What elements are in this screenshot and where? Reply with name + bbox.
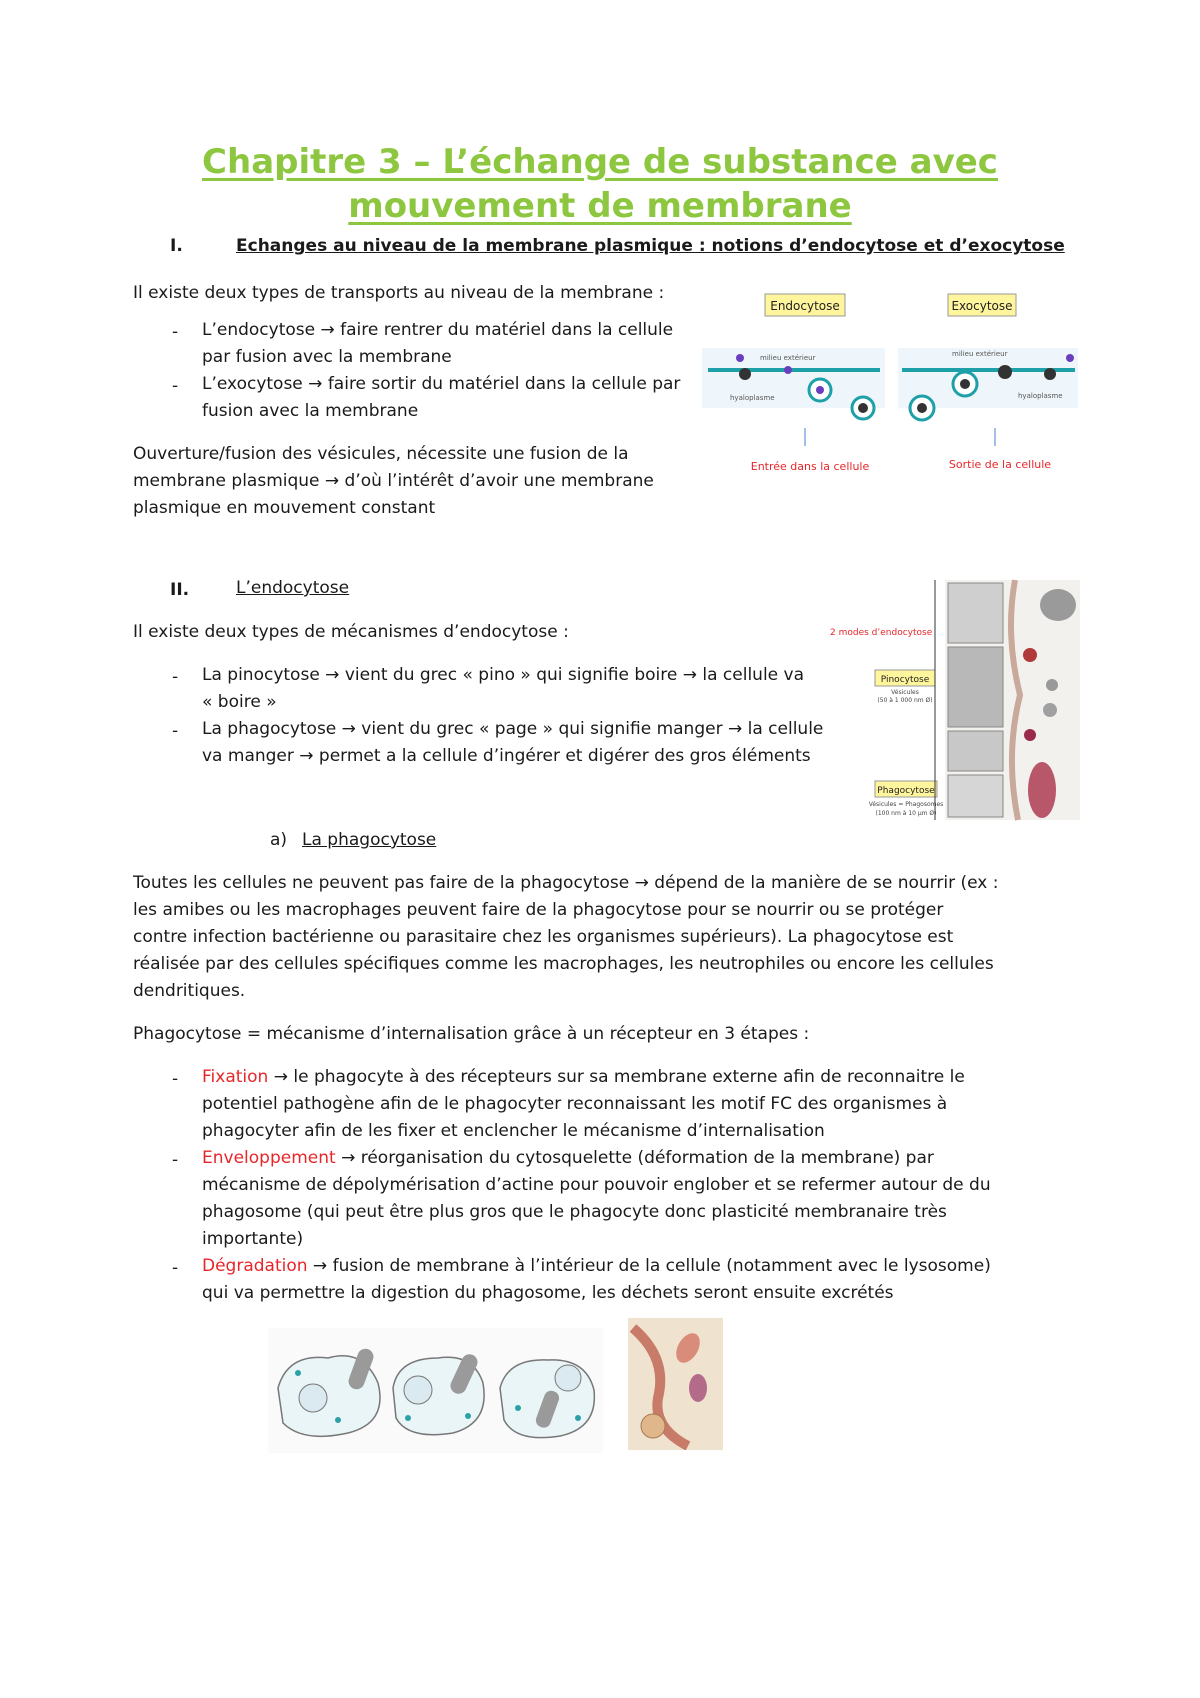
page-title: Chapitre 3 – L’échange de substance avec [202, 142, 998, 182]
step-enveloppement-keyword: Enveloppement [202, 1148, 336, 1168]
section1-para-line3: plasmique en mouvement constant [133, 498, 436, 518]
section1-para-line2: membrane plasmique → d’où l’intérêt d’avoir une membrane [133, 471, 654, 491]
micrograph-2 [948, 647, 1003, 727]
schematic-vesicle [1024, 729, 1036, 741]
dot [405, 1415, 411, 1421]
illustration-cell [641, 1414, 665, 1438]
phago-para1-line5: dendritiques. [133, 981, 246, 1001]
exo-hyalo-label: hyaloplasme [1018, 392, 1063, 400]
step-degradation-line2: qui va permettre la digestion du phagosome, les déchets seront ensuite excrétés [202, 1283, 894, 1303]
section2-bullet1-line2: « boire » [202, 692, 277, 712]
modes-label: 2 modes d’endocytose [830, 628, 933, 638]
bullet-dash: - [172, 1069, 179, 1089]
section1-bullet2-line2: fusion avec la membrane [202, 401, 419, 421]
nucleus-3 [555, 1365, 581, 1391]
phagocytosis-illustration [628, 1318, 723, 1450]
section1-number: I. [170, 236, 183, 256]
dot [515, 1405, 521, 1411]
exo-milieu-label: milieu extérieur [952, 350, 1008, 358]
step-fixation-line1 [202, 1063, 965, 1092]
pinocytose-sub2: (50 à 1 000 nm Ø) [877, 697, 933, 704]
section1-para-line1: Ouverture/fusion des vésicules, nécessite une fusion de la [133, 444, 629, 464]
dot [465, 1413, 471, 1419]
step-fixation-line2: potentiel pathogène afin de le phagocyter reconnaissant les motif FC des organismes à [202, 1094, 948, 1114]
endocytose-modes-figure [820, 575, 1080, 825]
phago-para1-line2: les amibes ou les macrophages peuvent faire de la phagocytose pour se nourrir ou se protéger [133, 900, 944, 920]
particle [736, 354, 744, 362]
vesicle-content [816, 386, 824, 394]
vesicle-content [858, 403, 868, 413]
pinocytose-label: Pinocytose [880, 675, 930, 685]
phagocytosis-stages-figure [268, 1328, 603, 1453]
step-enveloppement-line4: importante) [202, 1229, 304, 1249]
nucleus-2 [404, 1376, 432, 1404]
schematic-phagosome [1028, 762, 1056, 818]
step-degradation-text: → fusion de membrane à l’intérieur de la cellule (notamment avec le lysosome) [307, 1256, 991, 1276]
exocytose-label: Exocytose [951, 299, 1013, 313]
endo-milieu-label: milieu extérieur [760, 354, 816, 362]
phagocytose-sub2: (100 nm à 10 µm Ø) [875, 810, 937, 817]
bullet-dash: - [172, 721, 179, 741]
micrograph-4 [948, 775, 1003, 817]
phago-para1-line1: Toutes les cellules ne peuvent pas faire de la phagocytose → dépend de la manière de se nourrir (ex : [133, 873, 999, 893]
dot [575, 1415, 581, 1421]
section1-bullet1-line2: par fusion avec la membrane [202, 347, 452, 367]
receptor-particle [739, 368, 751, 380]
phagocytose-label: Phagocytose [877, 786, 935, 796]
section2-number: II. [170, 580, 190, 600]
section2-bullet2-line2: va manger → permet a la cellule d’ingérer et digérer des gros éléments [202, 746, 811, 766]
exo-particle [1044, 368, 1056, 380]
section2-bullet2-line1: La phagocytose → vient du grec « page » qui signifie manger → la cellule [202, 719, 824, 739]
page-title-line2: mouvement de membrane [348, 186, 852, 226]
bullet-dash: - [172, 1258, 179, 1278]
step-enveloppement-text: → réorganisation du cytosquelette (déformation de la membrane) par [335, 1148, 934, 1168]
section2-bullet1-line1: La pinocytose → vient du grec « pino » qui signifie boire → la cellule va [202, 665, 805, 685]
step-degradation-keyword: Dégradation [202, 1256, 308, 1276]
endo-exocytose-figure [700, 288, 1080, 488]
micrograph-3 [948, 731, 1003, 771]
section1-bullet1-line1: L’endocytose → faire rentrer du matériel dans la cellule [202, 320, 674, 340]
phago-para2: Phagocytose = mécanisme d’internalisation grâce à un récepteur en 3 étapes : [133, 1024, 810, 1044]
phago-para1-line3: contre infection bactérienne ou parasitaire chez les organismes supérieurs). La phagocytose est [133, 927, 954, 947]
particle [784, 366, 792, 374]
phagocytose-sub1: Vésicules = Phagosomes [868, 801, 944, 808]
subsection-a-letter: a) [270, 830, 288, 850]
micrograph-1 [948, 583, 1003, 643]
step-enveloppement-line2: mécanisme de dépolymérisation d’actine pour pouvoir englober et se refermer autour de du [202, 1175, 991, 1195]
step-enveloppement-line1 [202, 1144, 934, 1173]
section1-heading: Echanges au niveau de la membrane plasmique : notions d’endocytose et d’exocytose [236, 236, 1065, 256]
section1-intro: Il existe deux types de transports au niveau de la membrane : [133, 283, 665, 303]
step-fixation-line3: phagocyter afin de les fixer et enclencher le mécanisme d’internalisation [202, 1121, 825, 1141]
bullet-dash: - [172, 322, 179, 342]
step-enveloppement-line3: phagosome (qui peut être plus gros que le phagocyte donc plasticité membranaire très [202, 1202, 947, 1222]
particle [1066, 354, 1074, 362]
illustration-bacterium [689, 1374, 707, 1402]
section2-heading: L’endocytose [236, 578, 350, 598]
bullet-dash: - [172, 376, 179, 396]
schematic-vesicle [1043, 703, 1057, 717]
bullet-dash: - [172, 1150, 179, 1170]
vesicle-content [917, 403, 927, 413]
exo-caption: Sortie de la cellule [948, 458, 1052, 471]
step-fixation-keyword: Fixation [202, 1067, 269, 1087]
subsection-a-heading: La phagocytose [302, 830, 437, 850]
pinocytose-sub1: Vésicules [891, 689, 919, 696]
endo-caption: Entrée dans la cellule [750, 460, 870, 473]
exo-particle [998, 365, 1012, 379]
schematic-vesicle [1046, 679, 1058, 691]
endocytose-label: Endocytose [770, 299, 840, 313]
dot [295, 1370, 301, 1376]
schematic-particle [1040, 589, 1076, 621]
nucleus-1 [299, 1384, 327, 1412]
step-fixation-text: → le phagocyte à des récepteurs sur sa membrane externe afin de reconnaitre le [268, 1067, 965, 1087]
vesicle-content [960, 379, 970, 389]
bullet-dash: - [172, 667, 179, 687]
endo-hyalo-label: hyaloplasme [730, 394, 775, 402]
step-degradation-line1 [202, 1252, 991, 1281]
dot [335, 1417, 341, 1423]
schematic-vesicle [1023, 648, 1037, 662]
section1-bullet2-line1: L’exocytose → faire sortir du matériel dans la cellule par [202, 374, 681, 394]
section2-intro: Il existe deux types de mécanismes d’endocytose : [133, 622, 569, 642]
phago-para1-line4: réalisée par des cellules spécifiques comme les macrophages, les neutrophiles ou encore les cellules [133, 954, 994, 974]
